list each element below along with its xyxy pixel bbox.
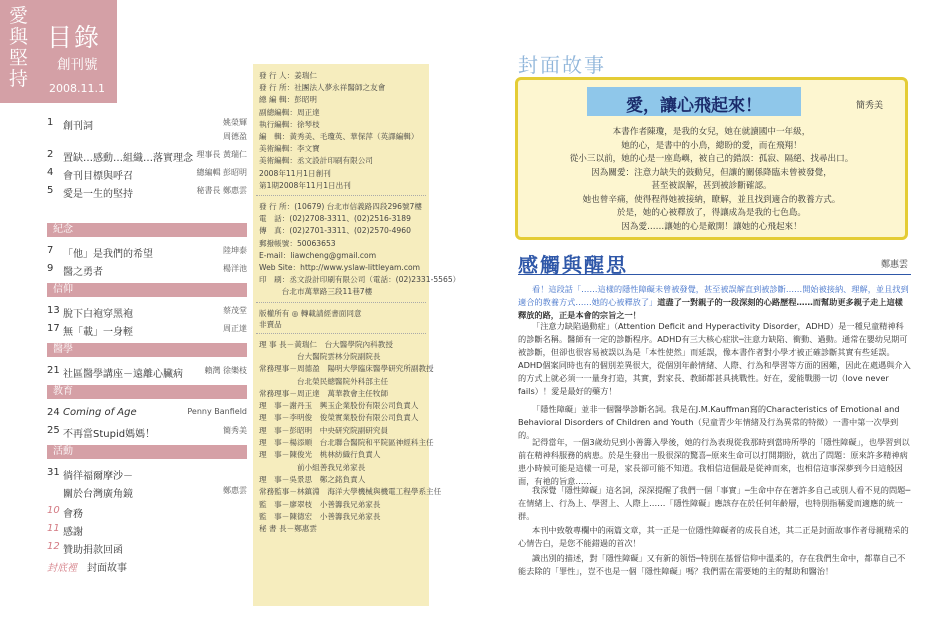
toc-entry[interactable] (47, 485, 247, 499)
toc-page-number: 13 (47, 305, 60, 316)
toc-entry-title: 會務 (63, 509, 83, 520)
toc-entry[interactable] (47, 559, 247, 573)
colophon-line: 理 事－楊添順 台北聯合醫院和平院區神經科主任 (259, 438, 434, 447)
toc-entry-author: 蔡茂堂 (223, 306, 247, 315)
toc-entry[interactable] (47, 467, 247, 481)
toc-entry-title: 社區醫學講座－遠離心臟病 (63, 369, 183, 380)
article-paragraph (518, 436, 911, 488)
toc-entry[interactable] (47, 365, 247, 379)
toc-page-number: 5 (47, 185, 54, 196)
colophon-line: 監 事－陳德宏 小善籌我兄弟家長 (259, 511, 381, 521)
toc-entry-author: 陸坤泰 (223, 246, 247, 255)
toc-entry[interactable] (47, 185, 247, 199)
toc-entry[interactable] (47, 505, 247, 519)
cover-author: 簡秀美 (855, 101, 883, 111)
toc-entry[interactable] (47, 149, 247, 163)
colophon-line: 執行編輯：徐琴枝 (259, 119, 320, 129)
toc-entry-author: 周德盈 (223, 132, 247, 141)
paragraph-text: 道盡了一對親子的一段深刻的心路歷程……而幫助更多親子走上這樣釋放的路，正是本會的宗旨之一！ (518, 297, 903, 320)
issue-label: 創刊號 (57, 57, 98, 73)
toc-entry-title: 脫下白袍穿黑袍 (63, 309, 133, 320)
toc-page-number: 10 (47, 505, 60, 516)
toc-entry-title: 關於台灣廣角鏡 (63, 489, 133, 500)
toc-page-number: 21 (47, 365, 60, 376)
toc-entry-author: 周正達 (223, 324, 247, 333)
colophon-line: 版權所有 ◎ 轉載請經書面同意 (259, 308, 362, 318)
toc-entry[interactable] (47, 305, 247, 319)
paragraph-text: 記得當年，一個3歲幼兒到小善籌入學後，她的行為表現從我那時到當時所學的「隱性障礙」，也學習到以前在精神科服務的病患。於是生發出一股很深的驚喜─原來生命可以打開期盼，就出了問題：原來許多精神病患小時候可能是這樣一可是，家長卻可能不知道。我相信這個最是從神而來，也相信這事深夢到今日這般因面，有祂的旨意…… (518, 437, 910, 486)
colophon-line: 第1期2008年11月1日出刊 (259, 180, 351, 190)
toc-entry-author: 鄭惠雲 (223, 486, 247, 495)
toc-section-label: 教育 (47, 385, 247, 399)
toc-entry-author: 姚榮輝 (223, 118, 247, 127)
article-paragraph (518, 524, 911, 550)
colophon-line: 秘 書 長－鄭惠雲 (259, 524, 317, 534)
toc-page-number: 封底裡 (47, 563, 77, 574)
colophon-line: 理 事－吳景思 鄭之銘負責人 (259, 474, 366, 484)
calligraphy-logo: 愛與堅持 (9, 5, 29, 90)
toc-entry-title: 感謝 (63, 527, 83, 538)
article-paragraph (518, 283, 911, 322)
cover-title-banner (587, 87, 801, 116)
colophon-line: Web Site：http://www.yslaw-littleyam.com (259, 263, 421, 272)
toc-entry-title: 會刊目標與呼召 (63, 171, 133, 182)
colophon-line: 總 編 輯：彭昭明 (259, 95, 317, 105)
cover-text-line: 於是，她的心被釋放了，得讓成為是我的七色島。 (616, 208, 807, 218)
toc-page-number: 7 (47, 245, 54, 256)
issue-date: 2008.11.1 (49, 82, 105, 95)
toc-entry[interactable] (47, 523, 247, 537)
toc-entry[interactable] (47, 263, 247, 277)
colophon-line: 傳 真：(02)2701-3311、(02)2570-4960 (259, 226, 411, 236)
cover-text-line: 因為關愛：注意力缺失的鼓動兒，但讓的關係降臨未曾被發覺， (591, 167, 832, 178)
toc-entry-author: 簡秀美 (223, 426, 247, 435)
colophon-line: 監 事－廖翠枝 小善籌我兄弟家長 (259, 499, 381, 509)
colophon-line: 前小組善我兄弟家長 (259, 462, 366, 472)
page-title: 目錄 (47, 23, 102, 52)
toc-page-number: 4 (47, 167, 54, 178)
toc-entry-author: 總編輯 彭昭明 (196, 168, 247, 177)
colophon-line: 常務理事－周德盈 陽明大學臨床醫學研究所副教授 (259, 364, 434, 374)
toc-entry[interactable] (47, 245, 247, 259)
toc-entry-title: Coming of Age (63, 407, 137, 418)
paragraph-text: 「注意力缺陷過動症」（Attention Deficit and Hyperactivity Disorder，ADHD）是一種兒童精神科的診斷名稱。醫師有一定的診斷程序。ADHD有三大核心症狀─注意力缺陷、衝動、過動。通常在嬰幼兒期可被診斷，但卻也很容易被誤以為是「本性使然」而延誤，像本書作者對小學才被正確診斷其實有些延誤。ADHD個案同時也有的個別差異很大，從個別年齡情緒、人際、行為和學習等方面的困難，因此在處遇與介入的方式上就必須一一量身打造，其實，對家長、教師都甚具挑戰性。好在，愛能戰勝一切（love never fails）！愛是最好的藥方！ (518, 321, 911, 396)
paragraph-text: 我深覺「隱性障礙」這名詞，深深提醒了我們一個「事實」─生命中存在著許多自己或別人看不見的問題─在情緒上、行為上、學習上、人際上……「隱性障礙」應該存在於任何年齡層，也特別指稱愛而適應的統一群。 (518, 485, 911, 521)
toc-page-number: 25 (47, 425, 60, 436)
colophon-line: 美術編輯：丞文設計印刷有限公司 (259, 156, 373, 166)
colophon-line: 美術編輯：李文寶 (259, 144, 320, 154)
colophon-line: 台北市萬華路三段11巷7樓 (259, 287, 373, 297)
colophon-line: 常務監事－林鎮淵 海洋大學機械與機電工程學系主任 (259, 487, 442, 497)
colophon-line: 2008年11月1日創刊 (259, 168, 331, 178)
article-title: 感觸與醒思 (518, 253, 628, 277)
article-divider (518, 274, 911, 275)
colophon-line: 發 行 人：姜瑞仁 (259, 71, 317, 80)
colophon-line: 台北榮民總醫院外科部主任 (259, 376, 389, 386)
toc-entry-title: 愛是一生的堅持 (63, 189, 133, 200)
toc-entry-title: 醫之勇者 (63, 267, 103, 278)
toc-page-number: 31 (47, 467, 60, 478)
toc-page-number: 12 (47, 541, 60, 552)
toc-entry-title: 置缺…感動…組織…落實理念 (63, 153, 193, 164)
toc-entry-title: 贊助捐款回函 (63, 545, 123, 556)
toc-entry-author: 理事長 黃瑞仁 (196, 150, 247, 159)
colophon-line: 常務理事－周正達 萬華教會主任牧師 (259, 388, 389, 398)
colophon-line: 理 事－李明俊 俊榮實業股份有限公司負責人 (259, 413, 419, 423)
toc-page-number: 24 (47, 407, 60, 418)
toc-entry[interactable] (47, 407, 247, 421)
toc-entry-author: 賴灣 徐樂枝 (204, 366, 247, 375)
cover-title: 愛，讓心飛起來！ (626, 96, 762, 116)
toc-entry[interactable] (47, 541, 247, 555)
paragraph-text: 「隱性障礙」並非一個醫學診斷名詞。我是在J.M.Kauffman寫的Characteristics of Emotional and Behavioral Disorders of Children and Youth（兒童青少年情緒及行為異常的特徵）一書中第一次學到的。 (518, 404, 900, 440)
colophon-divider (256, 195, 426, 196)
cover-story-box (515, 77, 908, 240)
colophon-line: 郵撥帳號：50063653 (259, 238, 336, 248)
cover-story-header: 封面故事 (518, 53, 606, 77)
toc-entry-title: 「他」是我們的希望 (63, 249, 153, 260)
toc-page-number: 1 (47, 117, 54, 128)
colophon-line: 發 行 所：社團法人夢永祥醫師之友會 (259, 83, 386, 93)
cover-text-line: 從小三以前，她的心是一座島嶼，被自己的錯誤：孤寂、隔絕、找尋出口。 (569, 154, 854, 164)
article-paragraph (518, 484, 911, 523)
toc-page-number: 2 (47, 149, 54, 160)
cover-text-line: 本書作者陳瓊，是我的女兒，她在就讀國中一年級， (612, 127, 811, 137)
paragraph-text: 本刊中致敬專欄中的兩篇文章，其一正是一位隱性障礙者的成長自述，其二正是封面故事作者母親精采的心情告白，是您不能錯過的首次！ (518, 525, 909, 548)
colophon-line: 理 事－彭昭明 中央研究院副研究員 (259, 425, 389, 435)
colophon-line: 印 刷：丞文設計印刷有限公司（電話：(02)2331-5565） (259, 275, 461, 285)
article-paragraph (518, 552, 911, 578)
cover-text-line: 因為愛……讓她的心是敵開！讓她的心飛起來！ (621, 221, 802, 232)
cover-text-line: 甚至被誤解，甚到被診斷確認。 (651, 181, 772, 191)
article-paragraph (518, 320, 911, 398)
colophon-line: 電 話：(02)2708-3311、(02)2516-3189 (259, 214, 411, 224)
toc-entry-title: 不再當Stupid媽媽！ (63, 429, 156, 440)
colophon-line: 台大醫院雲林分院副院長 (259, 351, 381, 361)
toc-section-label: 紀念 (47, 223, 247, 237)
toc-entry-title: 無「載」一身輕 (63, 327, 133, 338)
toc-entry[interactable] (47, 131, 247, 145)
highlighted-quote: 看！這段話「……這樣的隱性障礙未曾被發覺，甚至被誤解直到被診斷……開始被接納、理解，並且找到適合的教養方式……她的心被釋放了」 (518, 284, 909, 307)
colophon-divider (256, 333, 426, 334)
toc-header-banner (0, 0, 117, 103)
toc-entry[interactable] (47, 117, 247, 131)
toc-entry-title: 徜徉福爾摩沙－ (63, 471, 133, 482)
toc-entry-title: 創刊詞 (63, 121, 93, 132)
colophon-panel (253, 64, 461, 606)
toc-entry-author: 秘書長 鄭惠雲 (196, 186, 247, 195)
cover-text-line: 她的心，是書中的小鳥，總盼的愛，而在飛翔！ (621, 140, 802, 151)
toc-entry[interactable] (47, 167, 247, 181)
colophon-line: 編 輯：黃秀美、毛瓊英、華保萍（英譯編輯） (259, 132, 419, 141)
paragraph-text: 識出別的描述，對「隱性障礙」又有新的領悟─特別在基督信仰中溫柔的，存在我們生命中，都靠自己不能去除的「罪性」，豈不也是一個「隱性障礙」嗎？我們需在需要她的主的幫助和醫治！ (518, 553, 906, 576)
article-author: 鄭惠雲 (880, 260, 908, 270)
toc-entry-author: Penny Banfield (187, 407, 247, 416)
colophon-line: 副總編輯：周正達 (259, 107, 320, 117)
colophon-line: 發 行 所：(10679) 台北市信義路四段296號7樓 (259, 202, 422, 211)
toc-entry[interactable] (47, 425, 247, 439)
toc-page-number: 11 (47, 523, 60, 534)
colophon-line: E-mail：liawcheng@gmail.com (259, 250, 377, 260)
colophon-line: 非賣品 (259, 319, 282, 329)
toc-page-number: 9 (47, 263, 54, 274)
toc-section-label: 活動 (47, 445, 247, 459)
toc-entry-author: 楊洋池 (223, 264, 247, 273)
toc-page-number: 17 (47, 323, 60, 334)
colophon-line: 理 事－謝丹玉 興玉企業股份有限公司負責人 (259, 401, 419, 411)
toc-entry[interactable] (47, 323, 247, 337)
colophon-line: 理 事－陳俊光 桃林紡織行負責人 (259, 450, 381, 460)
cover-text-line: 她也曾辛痛，使得程得她被接納，瞭解，並且找到適合的教養方式。 (582, 194, 841, 205)
colophon-divider (256, 302, 426, 303)
toc-section-label: 信仰 (47, 283, 247, 297)
toc-entry-title: 封面故事 (87, 563, 127, 574)
colophon-line: 理 事 長－黃瑞仁 台大醫學院內科教授 (259, 339, 393, 349)
toc-section-label: 醫學 (47, 343, 247, 357)
